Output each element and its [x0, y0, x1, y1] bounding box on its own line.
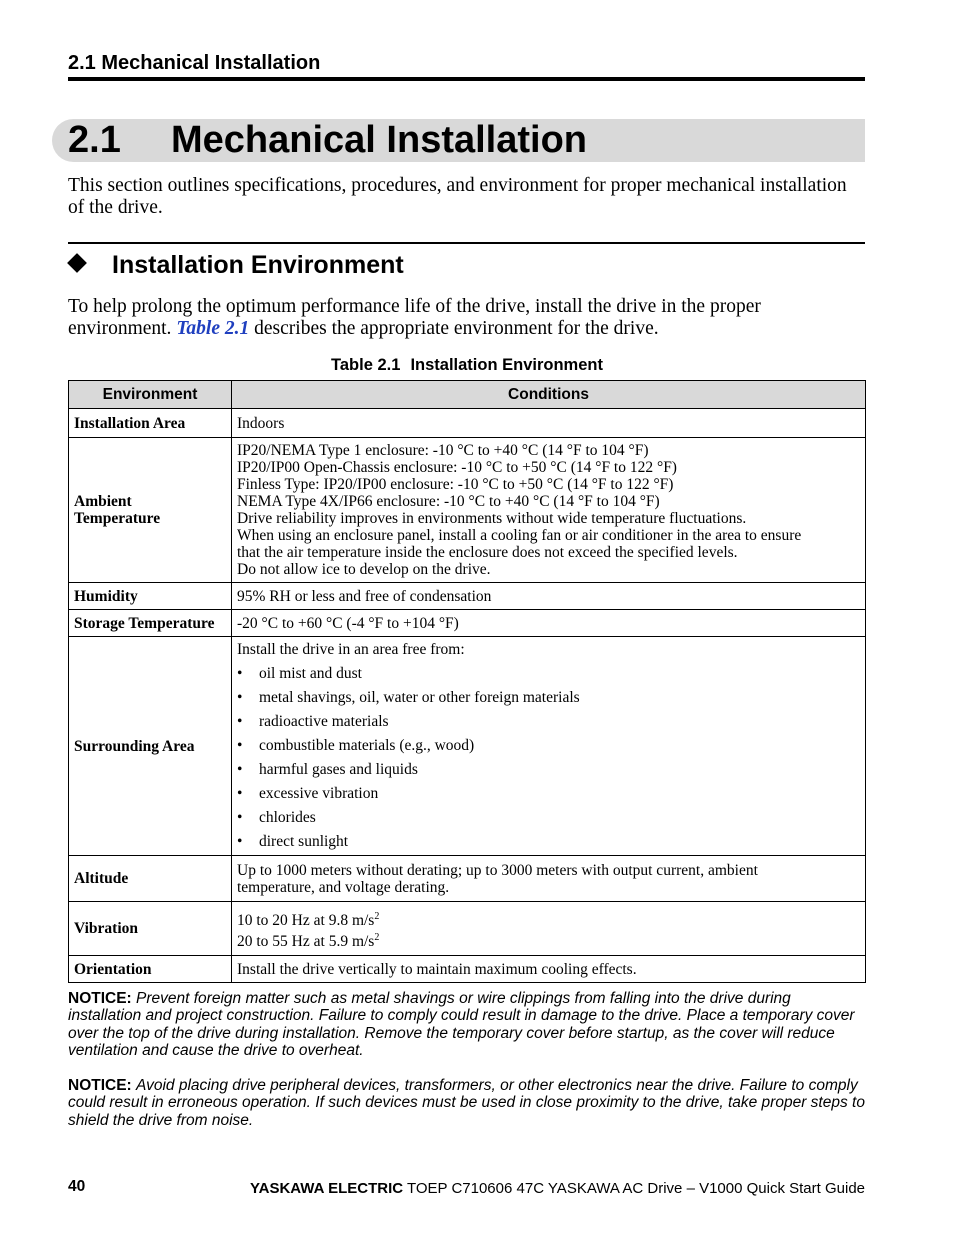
- bullet-icon: •: [237, 761, 243, 778]
- env-altitude: Altitude: [69, 856, 232, 902]
- paragraph-text-after: describes the appropriate environment for the drive.: [254, 318, 659, 339]
- table-row: [69, 583, 866, 610]
- notice-text: Prevent foreign matter such as metal shavings or wire clippings from falling into the drive during installation and project construction. Failure to comply could result in damage to the drive. Place a temporary cover over the top of the drive during installation. Remove the temporary cover before startup, as the cover will reduce ventilation and cause the drive to overheat.: [68, 990, 855, 1059]
- list-item-text: radioactive materials: [259, 713, 389, 730]
- list-item: [237, 734, 860, 758]
- subsection-rule: [68, 242, 865, 244]
- ambient-line: IP20/IP00 Open-Chassis enclosure: -10 °C to +50 °C (14 °F to 122 °F): [237, 459, 677, 476]
- table-caption-label: Table 2.1: [331, 356, 401, 374]
- list-item: [237, 662, 860, 686]
- table-row: [69, 610, 866, 637]
- list-item-text: harmful gases and liquids: [259, 761, 418, 778]
- table-row: [69, 637, 866, 856]
- bullet-icon: •: [237, 689, 243, 706]
- notice-label: NOTICE:: [68, 1077, 132, 1094]
- env-installation-area: Installation Area: [69, 409, 232, 438]
- list-item-text: excessive vibration: [259, 785, 379, 802]
- altitude-line2: temperature, and voltage derating.: [237, 879, 450, 896]
- env-humidity: Humidity: [69, 583, 232, 610]
- table-caption: [0, 356, 934, 375]
- table-reference-link[interactable]: Table 2.1: [176, 318, 250, 339]
- cond-surrounding-area: [232, 637, 866, 856]
- list-item-text: metal shavings, oil, water or other foreign materials: [259, 689, 580, 706]
- env-ambient-temperature: [69, 438, 232, 583]
- section-title: Mechanical Installation: [171, 119, 587, 161]
- list-item: [237, 806, 860, 830]
- list-item-text: direct sunlight: [259, 833, 349, 850]
- table-header-row: [69, 381, 866, 409]
- installation-environment-table: [68, 380, 866, 983]
- ambient-line: Finless Type: IP20/IP00 enclosure: -10 °C to +50 °C (14 °F to 122 °F): [237, 476, 674, 493]
- table-row: [69, 409, 866, 438]
- cond-vibration: [232, 902, 866, 956]
- list-item: [237, 710, 860, 734]
- env-surrounding-area: Surrounding Area: [69, 637, 232, 856]
- cond-storage-temperature: -20 °C to +60 °C (-4 °F to +104 °F): [232, 610, 866, 637]
- page-number: 40: [68, 1178, 86, 1195]
- cond-installation-area: Indoors: [232, 409, 866, 438]
- table-row: [69, 956, 866, 983]
- paragraph-text-before: To help prolong the optimum performance life of the drive, install the drive in the proper environment.: [68, 296, 761, 339]
- notice-label: NOTICE:: [68, 990, 132, 1007]
- cond-ambient-temperature: [232, 438, 866, 583]
- footer-document-info: [250, 1180, 865, 1197]
- ambient-line: NEMA Type 4X/IP66 enclosure: -10 °C to +40 °C (14 °F to 104 °F): [237, 493, 660, 510]
- list-item: [237, 758, 860, 782]
- bullet-icon: •: [237, 737, 243, 754]
- vibration-exponent: 2: [374, 932, 380, 944]
- footer-brand: YASKAWA ELECTRIC: [250, 1180, 404, 1197]
- list-item: [237, 686, 860, 710]
- ambient-line: Drive reliability improves in environments without wide temperature fluctuations.: [237, 510, 747, 527]
- table-row: [69, 856, 866, 902]
- env-orientation: Orientation: [69, 956, 232, 983]
- cond-orientation: Install the drive vertically to maintain maximum cooling effects.: [232, 956, 866, 983]
- ambient-line: that the air temperature inside the enclosure does not exceed the specified levels.: [237, 544, 738, 561]
- bullet-icon: •: [237, 833, 243, 850]
- env-vibration: Vibration: [69, 902, 232, 956]
- subsection-title: Installation Environment: [112, 251, 404, 279]
- vibration-line1-text: 10 to 20 Hz at 9.8 m/s: [237, 912, 375, 930]
- section-intro: This section outlines specifications, procedures, and environment for proper mechanical installation of the drive.: [68, 175, 847, 218]
- list-item: [237, 830, 860, 854]
- list-item: [237, 782, 860, 806]
- vibration-line1: [237, 908, 860, 929]
- running-header: 2.1 Mechanical Installation: [68, 52, 321, 74]
- header-environment: Environment: [69, 381, 232, 409]
- cond-altitude: [232, 856, 866, 902]
- ambient-line: When using an enclosure panel, install a cooling fan or air conditioner in the area to ensure: [237, 527, 802, 544]
- bullet-icon: •: [237, 713, 243, 730]
- header-conditions: Conditions: [232, 381, 866, 409]
- vibration-exponent: 2: [374, 911, 380, 922]
- env-ambient-line1: Ambient: [74, 493, 132, 510]
- section-number: 2.1: [68, 119, 121, 161]
- table-caption-title: Installation Environment: [410, 356, 603, 374]
- vibration-line2: [237, 929, 860, 950]
- bullet-icon: •: [237, 665, 243, 682]
- notice-peripheral-devices: [68, 1077, 868, 1129]
- subsection-paragraph: [68, 296, 865, 340]
- ambient-line: Do not allow ice to develop on the drive.: [237, 561, 491, 578]
- footer-doc-title: TOEP C710606 47C YASKAWA AC Drive – V1000 Quick Start Guide: [406, 1180, 865, 1197]
- table-row: [69, 438, 866, 583]
- env-ambient-line2: Temperature: [74, 510, 161, 527]
- bullet-icon: •: [237, 785, 243, 802]
- notice-foreign-matter: [68, 990, 868, 1059]
- list-item-text: chlorides: [259, 809, 316, 826]
- diamond-bullet-icon: [67, 253, 87, 273]
- header-rule: [68, 77, 865, 81]
- vibration-line2-text: 20 to 55 Hz at 5.9 m/s: [237, 933, 375, 951]
- list-item-text: oil mist and dust: [259, 665, 362, 682]
- notice-text: Avoid placing drive peripheral devices, transformers, or other electronics near the drive. Failure to comply could result in erroneous operation. If such devices must be used in close proximity to the drive, take proper steps to shield the drive from noise.: [68, 1077, 865, 1129]
- altitude-line1: Up to 1000 meters without derating; up to 3000 meters with output current, ambient: [237, 862, 758, 879]
- table-row: [69, 902, 866, 956]
- env-storage-temperature: Storage Temperature: [69, 610, 232, 637]
- surrounding-lead: Install the drive in an area free from:: [237, 641, 465, 658]
- cond-humidity: 95% RH or less and free of condensation: [232, 583, 866, 610]
- ambient-line: IP20/NEMA Type 1 enclosure: -10 °C to +40 °C (14 °F to 104 °F): [237, 442, 649, 459]
- list-item-text: combustible materials (e.g., wood): [259, 737, 475, 754]
- bullet-icon: •: [237, 809, 243, 826]
